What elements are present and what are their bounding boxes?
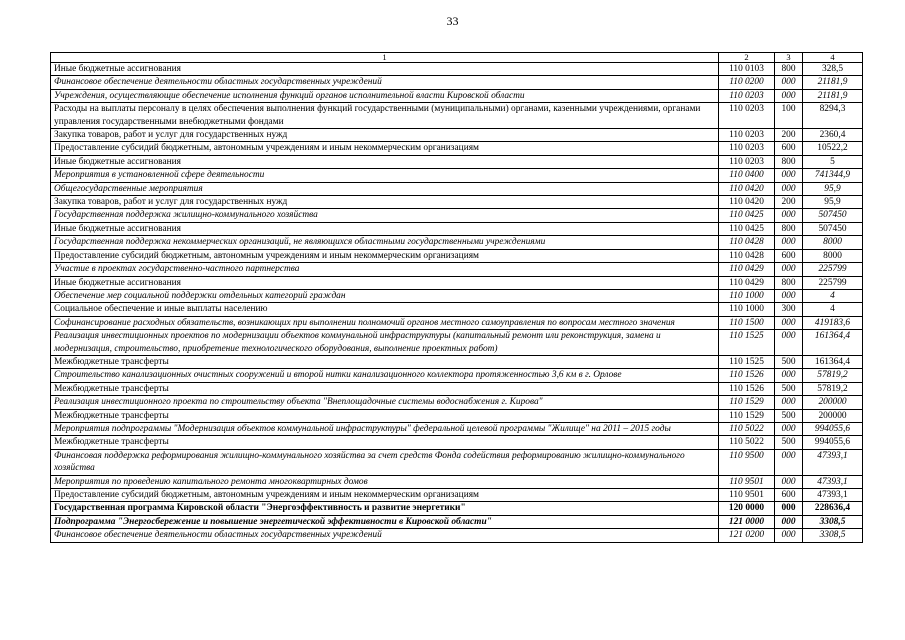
row-type-cell: 200 (775, 129, 803, 142)
row-text-cell: Финансовое обеспечение деятельности областных государственных учреждений (51, 529, 719, 542)
row-amount-cell: 10522,2 (803, 142, 863, 155)
row-code-cell: 110 0429 (719, 276, 775, 289)
row-text-cell: Мероприятия подпрограммы "Модернизация объектов коммунальной инфраструктуры" федеральной целевой программы "Жилище" на 2011 – 2015 годы (51, 422, 719, 435)
table-row (51, 182, 863, 195)
row-amount-cell: 4 (803, 303, 863, 316)
table-row (51, 409, 863, 422)
table-row (51, 422, 863, 435)
row-text-cell: Подпрограмма "Энергосбережение и повышение энергетической эффективности в Кировской области" (51, 515, 719, 528)
table-row (51, 316, 863, 329)
row-text-cell: Социальное обеспечение и иные выплаты населению (51, 303, 719, 316)
header-cell: 1 (51, 53, 719, 63)
row-code-cell: 110 1525 (719, 355, 775, 368)
table-row (51, 489, 863, 502)
row-type-cell: 000 (775, 169, 803, 182)
row-text-cell: Государственная поддержка жилищно-коммунального хозяйства (51, 209, 719, 222)
table-row (51, 303, 863, 316)
table-row (51, 169, 863, 182)
row-text-cell: Мероприятия по проведению капитального ремонта многоквартирных домов (51, 475, 719, 488)
row-amount-cell: 419183,6 (803, 316, 863, 329)
row-type-cell: 000 (775, 76, 803, 89)
row-type-cell: 000 (775, 369, 803, 382)
row-type-cell: 000 (775, 182, 803, 195)
row-type-cell: 000 (775, 502, 803, 515)
table-row (51, 436, 863, 449)
row-type-cell: 500 (775, 409, 803, 422)
row-amount-cell: 228636,4 (803, 502, 863, 515)
table-row (51, 529, 863, 542)
table-row (51, 209, 863, 222)
row-code-cell: 110 0203 (719, 142, 775, 155)
table-header-row (51, 53, 863, 63)
table-row (51, 222, 863, 235)
table-row (51, 449, 863, 475)
row-text-cell: Предоставление субсидий бюджетным, автономным учреждениям и иным некоммерческим организациям (51, 249, 719, 262)
row-type-cell: 000 (775, 236, 803, 249)
table-row (51, 263, 863, 276)
row-text-cell: Реализация инвестиционного проекта по строительству объекта "Внеплощадочные системы водоснабжения г. Кирова" (51, 396, 719, 409)
row-code-cell: 121 0200 (719, 529, 775, 542)
table-row (51, 369, 863, 382)
row-code-cell: 110 1526 (719, 382, 775, 395)
row-code-cell: 110 0203 (719, 155, 775, 168)
row-amount-cell: 994055,6 (803, 436, 863, 449)
row-text-cell: Межбюджетные трансферты (51, 382, 719, 395)
row-type-cell: 500 (775, 382, 803, 395)
row-amount-cell: 328,5 (803, 63, 863, 76)
row-text-cell: Закупка товаров, работ и услуг для государственных нужд (51, 129, 719, 142)
row-type-cell: 600 (775, 142, 803, 155)
table-row (51, 475, 863, 488)
row-code-cell: 110 0429 (719, 263, 775, 276)
row-code-cell: 110 1500 (719, 316, 775, 329)
row-amount-cell: 47393,1 (803, 475, 863, 488)
row-text-cell: Финансовое обеспечение деятельности областных государственных учреждений (51, 76, 719, 89)
row-type-cell: 800 (775, 63, 803, 76)
row-amount-cell: 507450 (803, 209, 863, 222)
row-type-cell: 500 (775, 355, 803, 368)
row-type-cell: 000 (775, 449, 803, 475)
table-row (51, 155, 863, 168)
row-amount-cell: 8000 (803, 236, 863, 249)
row-type-cell: 500 (775, 436, 803, 449)
row-amount-cell: 161364,4 (803, 330, 863, 356)
table-row (51, 196, 863, 209)
row-amount-cell: 5 (803, 155, 863, 168)
page-number: 33 (446, 14, 459, 28)
row-code-cell: 110 0420 (719, 182, 775, 195)
table-row (51, 63, 863, 76)
row-text-cell: Участие в проектах государственно-частного партнерства (51, 263, 719, 276)
row-code-cell: 110 0420 (719, 196, 775, 209)
row-text-cell: Иные бюджетные ассигнования (51, 155, 719, 168)
row-type-cell: 800 (775, 155, 803, 168)
row-type-cell: 000 (775, 396, 803, 409)
row-amount-cell: 3308,5 (803, 529, 863, 542)
row-type-cell: 000 (775, 89, 803, 102)
table-row (51, 382, 863, 395)
row-type-cell: 000 (775, 209, 803, 222)
table-row (51, 276, 863, 289)
row-text-cell: Государственная поддержка некоммерческих организаций, не являющихся областными государственными учреждениями (51, 236, 719, 249)
table-row (51, 289, 863, 302)
table-row (51, 515, 863, 528)
row-amount-cell: 95,9 (803, 182, 863, 195)
header-cell: 2 (719, 53, 775, 63)
row-text-cell: Реализация инвестиционных проектов по модернизации объектов коммунальной инфраструктуры (капитальный ремонт или реконструкция, замена и модернизация, строительство, приобретение технологического оборудования, выполнение проектных работ) (51, 330, 719, 356)
row-type-cell: 000 (775, 316, 803, 329)
row-code-cell: 110 1529 (719, 409, 775, 422)
header-cell: 3 (775, 53, 803, 63)
row-text-cell: Межбюджетные трансферты (51, 409, 719, 422)
row-amount-cell: 161364,4 (803, 355, 863, 368)
row-code-cell: 121 0000 (719, 515, 775, 528)
row-code-cell: 110 9501 (719, 489, 775, 502)
row-type-cell: 300 (775, 303, 803, 316)
row-type-cell: 000 (775, 263, 803, 276)
row-amount-cell: 8000 (803, 249, 863, 262)
row-code-cell: 110 0425 (719, 209, 775, 222)
row-code-cell: 110 5022 (719, 436, 775, 449)
row-amount-cell: 8294,3 (803, 103, 863, 129)
row-amount-cell: 200000 (803, 409, 863, 422)
table-row (51, 103, 863, 129)
row-amount-cell: 57819,2 (803, 369, 863, 382)
row-code-cell: 110 0400 (719, 169, 775, 182)
row-text-cell: Предоставление субсидий бюджетным, автономным учреждениям и иным некоммерческим организациям (51, 489, 719, 502)
row-text-cell: Обеспечение мер социальной поддержки отдельных категорий граждан (51, 289, 719, 302)
row-type-cell: 000 (775, 289, 803, 302)
table-row (51, 129, 863, 142)
row-text-cell: Иные бюджетные ассигнования (51, 276, 719, 289)
row-amount-cell: 95,9 (803, 196, 863, 209)
row-code-cell: 110 0428 (719, 249, 775, 262)
row-code-cell: 110 9501 (719, 475, 775, 488)
row-text-cell: Государственная программа Кировской области "Энергоэффективность и развитие энергетики" (51, 502, 719, 515)
row-text-cell: Иные бюджетные ассигнования (51, 222, 719, 235)
row-amount-cell: 200000 (803, 396, 863, 409)
row-amount-cell: 3308,5 (803, 515, 863, 528)
row-type-cell: 800 (775, 222, 803, 235)
table-row (51, 396, 863, 409)
row-text-cell: Иные бюджетные ассигнования (51, 63, 719, 76)
row-amount-cell: 21181,9 (803, 89, 863, 102)
table-row (51, 330, 863, 356)
row-code-cell: 110 0200 (719, 76, 775, 89)
row-amount-cell: 994055,6 (803, 422, 863, 435)
row-amount-cell: 225799 (803, 263, 863, 276)
row-amount-cell: 21181,9 (803, 76, 863, 89)
row-type-cell: 200 (775, 196, 803, 209)
row-amount-cell: 47393,1 (803, 489, 863, 502)
table-row (51, 502, 863, 515)
row-code-cell: 110 1000 (719, 289, 775, 302)
row-type-cell: 600 (775, 249, 803, 262)
row-amount-cell: 57819,2 (803, 382, 863, 395)
row-amount-cell: 225799 (803, 276, 863, 289)
row-code-cell: 110 1526 (719, 369, 775, 382)
row-type-cell: 800 (775, 276, 803, 289)
row-code-cell: 110 0203 (719, 129, 775, 142)
row-type-cell: 600 (775, 489, 803, 502)
table-row (51, 89, 863, 102)
row-code-cell: 110 1525 (719, 330, 775, 356)
row-amount-cell: 2360,4 (803, 129, 863, 142)
row-text-cell: Закупка товаров, работ и услуг для государственных нужд (51, 196, 719, 209)
row-text-cell: Межбюджетные трансферты (51, 355, 719, 368)
table-row (51, 249, 863, 262)
row-code-cell: 110 0103 (719, 63, 775, 76)
budget-table (50, 52, 863, 543)
table-row (51, 142, 863, 155)
row-amount-cell: 47393,1 (803, 449, 863, 475)
row-text-cell: Учреждения, осуществляющие обеспечение исполнения функций органов исполнительной власти Кировской области (51, 89, 719, 102)
row-type-cell: 000 (775, 330, 803, 356)
table-row (51, 236, 863, 249)
row-type-cell: 000 (775, 529, 803, 542)
row-code-cell: 120 0000 (719, 502, 775, 515)
row-text-cell: Финансовая поддержка реформирования жилищно-коммунального хозяйства за счет средств Фонда содействия реформированию жилищно-коммунального хозяйства (51, 449, 719, 475)
row-type-cell: 000 (775, 515, 803, 528)
row-text-cell: Софинансирование расходных обязательств, возникающих при выполнении полномочий органов местного самоуправления по вопросам местного значения (51, 316, 719, 329)
row-text-cell: Межбюджетные трансферты (51, 436, 719, 449)
row-type-cell: 100 (775, 103, 803, 129)
row-type-cell: 000 (775, 422, 803, 435)
row-code-cell: 110 0203 (719, 103, 775, 129)
row-text-cell: Расходы на выплаты персоналу в целях обеспечения выполнения функций государственными (муниципальными) органами, казенными учреждениями, органами управления государственными внебюджетными фондами (51, 103, 719, 129)
row-code-cell: 110 0428 (719, 236, 775, 249)
row-type-cell: 000 (775, 475, 803, 488)
row-amount-cell: 4 (803, 289, 863, 302)
row-text-cell: Предоставление субсидий бюджетным, автономным учреждениям и иным некоммерческим организациям (51, 142, 719, 155)
row-amount-cell: 507450 (803, 222, 863, 235)
header-cell: 4 (803, 53, 863, 63)
row-code-cell: 110 0203 (719, 89, 775, 102)
row-code-cell: 110 1000 (719, 303, 775, 316)
row-code-cell: 110 0425 (719, 222, 775, 235)
row-code-cell: 110 9500 (719, 449, 775, 475)
row-code-cell: 110 1529 (719, 396, 775, 409)
table-row (51, 76, 863, 89)
row-code-cell: 110 5022 (719, 422, 775, 435)
row-text-cell: Мероприятия в установленной сфере деятельности (51, 169, 719, 182)
row-text-cell: Общегосударственные мероприятия (51, 182, 719, 195)
row-text-cell: Строительство канализационных очистных сооружений и второй нитки канализационного коллектора протяженностью 3,6 км в г. Орлове (51, 369, 719, 382)
table-row (51, 355, 863, 368)
row-amount-cell: 741344,9 (803, 169, 863, 182)
